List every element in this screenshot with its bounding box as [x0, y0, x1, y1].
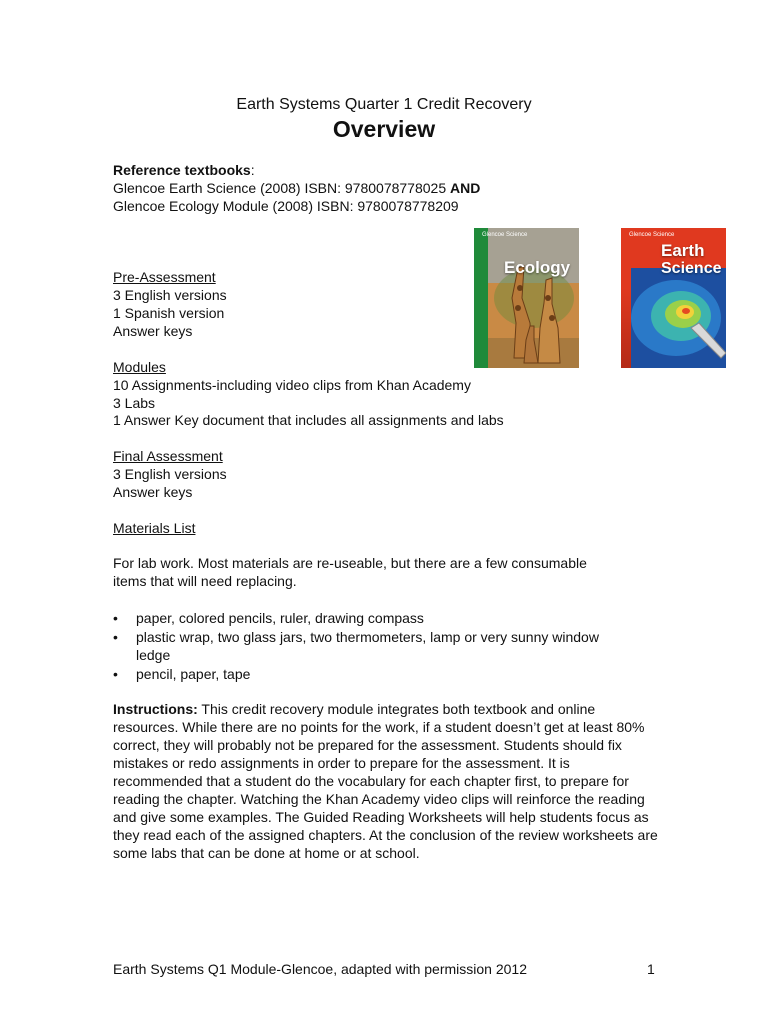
textbook-and: AND	[450, 180, 481, 196]
list-item: Answer keys	[113, 323, 193, 339]
page-footer: Earth Systems Q1 Module-Glencoe, adapted with permission 2012	[113, 961, 527, 977]
textbook-earth-science-text: Glencoe Earth Science (2008) ISBN: 9780078778025	[113, 180, 451, 196]
materials-intro-line-2: items that will need replacing.	[113, 573, 297, 589]
earth-science-book-title-2: Science	[661, 260, 722, 277]
page-number: 1	[647, 961, 655, 977]
ecology-brand: Glencoe Science	[482, 232, 528, 238]
list-item: 1 Answer Key document that includes all assignments and labs	[113, 412, 504, 428]
earth-science-book-cover	[621, 228, 726, 368]
document-title: Overview	[332, 116, 436, 142]
textbooks-heading-line	[113, 162, 255, 179]
modules-heading: Modules	[113, 359, 166, 375]
list-item: 3 Labs	[113, 395, 156, 411]
instructions-paragraph	[113, 700, 658, 862]
instructions-text: This credit recovery module integrates both textbook and online resources. While there are no points for the work, if a student doesn’t get at least 80% correct, they will probably not be prepared for the assessment. Students should fix mistakes or redo assignments in order to prepare for the assessment. It is recommended that a student do the vocabulary for each chapter first, to prepare for reading the chapter. Watching the Khan Academy video clips will reinforce the reading and give some examples. The Guided Reading Worksheets will help students focus as they read each of the assigned chapters. At the conclusion of the review worksheets are some labs that can be done at home or at school.	[113, 701, 658, 861]
list-item: 10 Assignments-including video clips from Khan Academy	[113, 377, 471, 393]
list-item: plastic wrap, two glass jars, two thermometers, lamp or very sunny window	[136, 629, 599, 645]
giraffe-illustration	[474, 228, 579, 368]
textbook-earth-science	[113, 180, 480, 197]
list-item: Answer keys	[113, 484, 193, 500]
list-item: paper, colored pencils, ruler, drawing compass	[136, 610, 424, 626]
bullet-icon: •	[113, 610, 118, 626]
earth-science-book-title-1: Earth	[661, 241, 705, 260]
document-subtitle: Earth Systems Quarter 1 Credit Recovery	[236, 96, 532, 113]
list-item: pencil, paper, tape	[136, 666, 251, 682]
textbooks-heading: Reference textbooks	[113, 162, 251, 178]
bullet-icon: •	[113, 666, 118, 682]
bullet-icon: •	[113, 629, 118, 645]
final-assessment-heading: Final Assessment	[113, 448, 223, 464]
instructions-label: Instructions:	[113, 701, 198, 717]
list-item-continuation: ledge	[136, 647, 171, 663]
ecology-book-title: Ecology	[504, 258, 571, 277]
list-item: 1 Spanish version	[113, 305, 225, 321]
materials-heading: Materials List	[113, 520, 196, 536]
ecology-book-cover	[474, 228, 579, 368]
list-item: 3 English versions	[113, 466, 227, 482]
materials-intro-line-1: For lab work. Most materials are re-useable, but there are a few consumable	[113, 555, 587, 571]
pre-assessment-heading: Pre-Assessment	[113, 269, 216, 285]
textbooks-heading-colon: :	[250, 162, 255, 178]
list-item: 3 English versions	[113, 287, 227, 303]
earth-science-brand: Glencoe Science	[629, 232, 675, 238]
textbook-ecology: Glencoe Ecology Module (2008) ISBN: 9780078778209	[113, 198, 459, 214]
